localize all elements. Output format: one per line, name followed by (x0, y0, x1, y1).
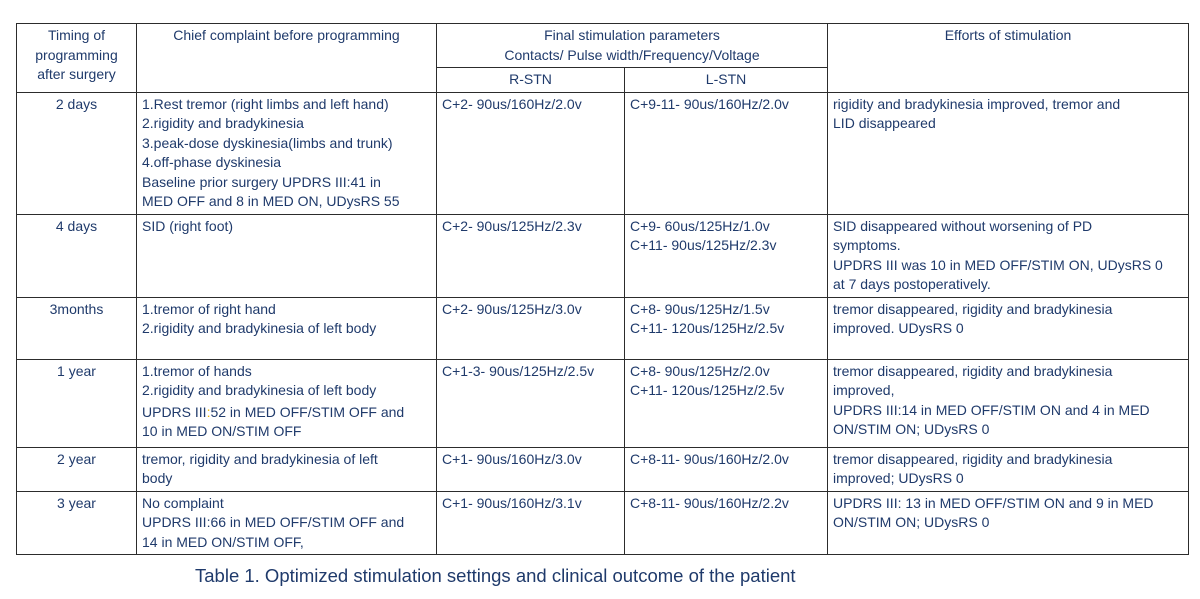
cell-lstn: C+9-11- 90us/160Hz/2.0v (625, 92, 828, 214)
cell-timing: 2 year (17, 447, 137, 491)
table-row (17, 359, 1189, 447)
cell-efforts: tremor disappeared, rigidity and bradykinesia improved. UDysRS 0 (828, 297, 1189, 359)
cell-lstn: C+8- 90us/125Hz/1.5v C+11- 120us/125Hz/2.5v (625, 297, 828, 359)
cell-complaint: SID (right foot) (137, 214, 437, 297)
cell-efforts: tremor disappeared, rigidity and bradykinesia improved, UPDRS III:14 in MED OFF/STIM ON and 4 in MED ON/STIM ON; UDysRS 0 (828, 359, 1189, 447)
header-complaint: Chief complaint before programming (137, 24, 437, 93)
cell-lstn: C+8-11- 90us/160Hz/2.0v (625, 447, 828, 491)
cell-timing: 2 days (17, 92, 137, 214)
cell-timing: 1 year (17, 359, 137, 447)
cell-efforts: SID disappeared without worsening of PD symptoms. UPDRS III was 10 in MED OFF/STIM ON, UDysRS 0 at 7 days postoperatively. (828, 214, 1189, 297)
cell-lstn: C+8- 90us/125Hz/2.0v C+11- 120us/125Hz/2.5v (625, 359, 828, 447)
cell-efforts: rigidity and bradykinesia improved, tremor and LID disappeared (828, 92, 1189, 214)
cell-lstn: C+9- 60us/125Hz/1.0v C+11- 90us/125Hz/2.3v (625, 214, 828, 297)
cell-lstn: C+8-11- 90us/160Hz/2.2v (625, 491, 828, 555)
cell-timing: 3months (17, 297, 137, 359)
header-rstn: R-STN (437, 68, 625, 93)
table-row (17, 214, 1189, 297)
cell-complaint: 1.tremor of right hand 2.rigidity and bradykinesia of left body (137, 297, 437, 359)
table-row (17, 92, 1189, 214)
table-row (17, 297, 1189, 359)
table-caption: Table 1. Optimized stimulation settings and clinical outcome of the patient (195, 565, 796, 586)
table-row (17, 491, 1189, 555)
cell-timing: 4 days (17, 214, 137, 297)
cell-complaint: 1.tremor of hands 2.rigidity and bradykinesia of left body UPDRS III:52 in MED OFF/STIM OFF and 10 in MED ON/STIM OFF (137, 359, 437, 447)
cell-rstn: C+2- 90us/125Hz/3.0v (437, 297, 625, 359)
cell-rstn: C+2- 90us/125Hz/2.3v (437, 214, 625, 297)
cell-complaint: No complaint UPDRS III:66 in MED OFF/STIM OFF and 14 in MED ON/STIM OFF, (137, 491, 437, 555)
header-timing: Timing of programming after surgery (17, 24, 137, 93)
cell-rstn: C+1- 90us/160Hz/3.0v (437, 447, 625, 491)
updrs-line: UPDRS III:52 in MED OFF/STIM OFF and (142, 403, 405, 420)
cell-timing: 3 year (17, 491, 137, 555)
cell-complaint: tremor, rigidity and bradykinesia of left body (137, 447, 437, 491)
cell-rstn: C+1- 90us/160Hz/3.1v (437, 491, 625, 555)
header-params: Final stimulation parameters Contacts/ Pulse width/Frequency/Voltage (437, 24, 828, 68)
cell-efforts: tremor disappeared, rigidity and bradykinesia improved; UDysRS 0 (828, 447, 1189, 491)
header-efforts: Efforts of stimulation (828, 24, 1189, 93)
cell-efforts: UPDRS III: 13 in MED OFF/STIM ON and 9 in MED ON/STIM ON; UDysRS 0 (828, 491, 1189, 555)
header-lstn: L-STN (625, 68, 828, 93)
table-row (17, 447, 1189, 491)
cell-rstn: C+2- 90us/160Hz/2.0v (437, 92, 625, 214)
stimulation-table (16, 23, 1189, 555)
cell-complaint: 1.Rest tremor (right limbs and left hand) 2.rigidity and bradykinesia 3.peak-dose dyskinesia(limbs and trunk) 4.off-phase dyskinesia Baseline prior surgery UPDRS III:41 in MED OFF and 8 in MED ON, UDysRS 55 (137, 92, 437, 214)
cell-rstn: C+1-3- 90us/125Hz/2.5v (437, 359, 625, 447)
